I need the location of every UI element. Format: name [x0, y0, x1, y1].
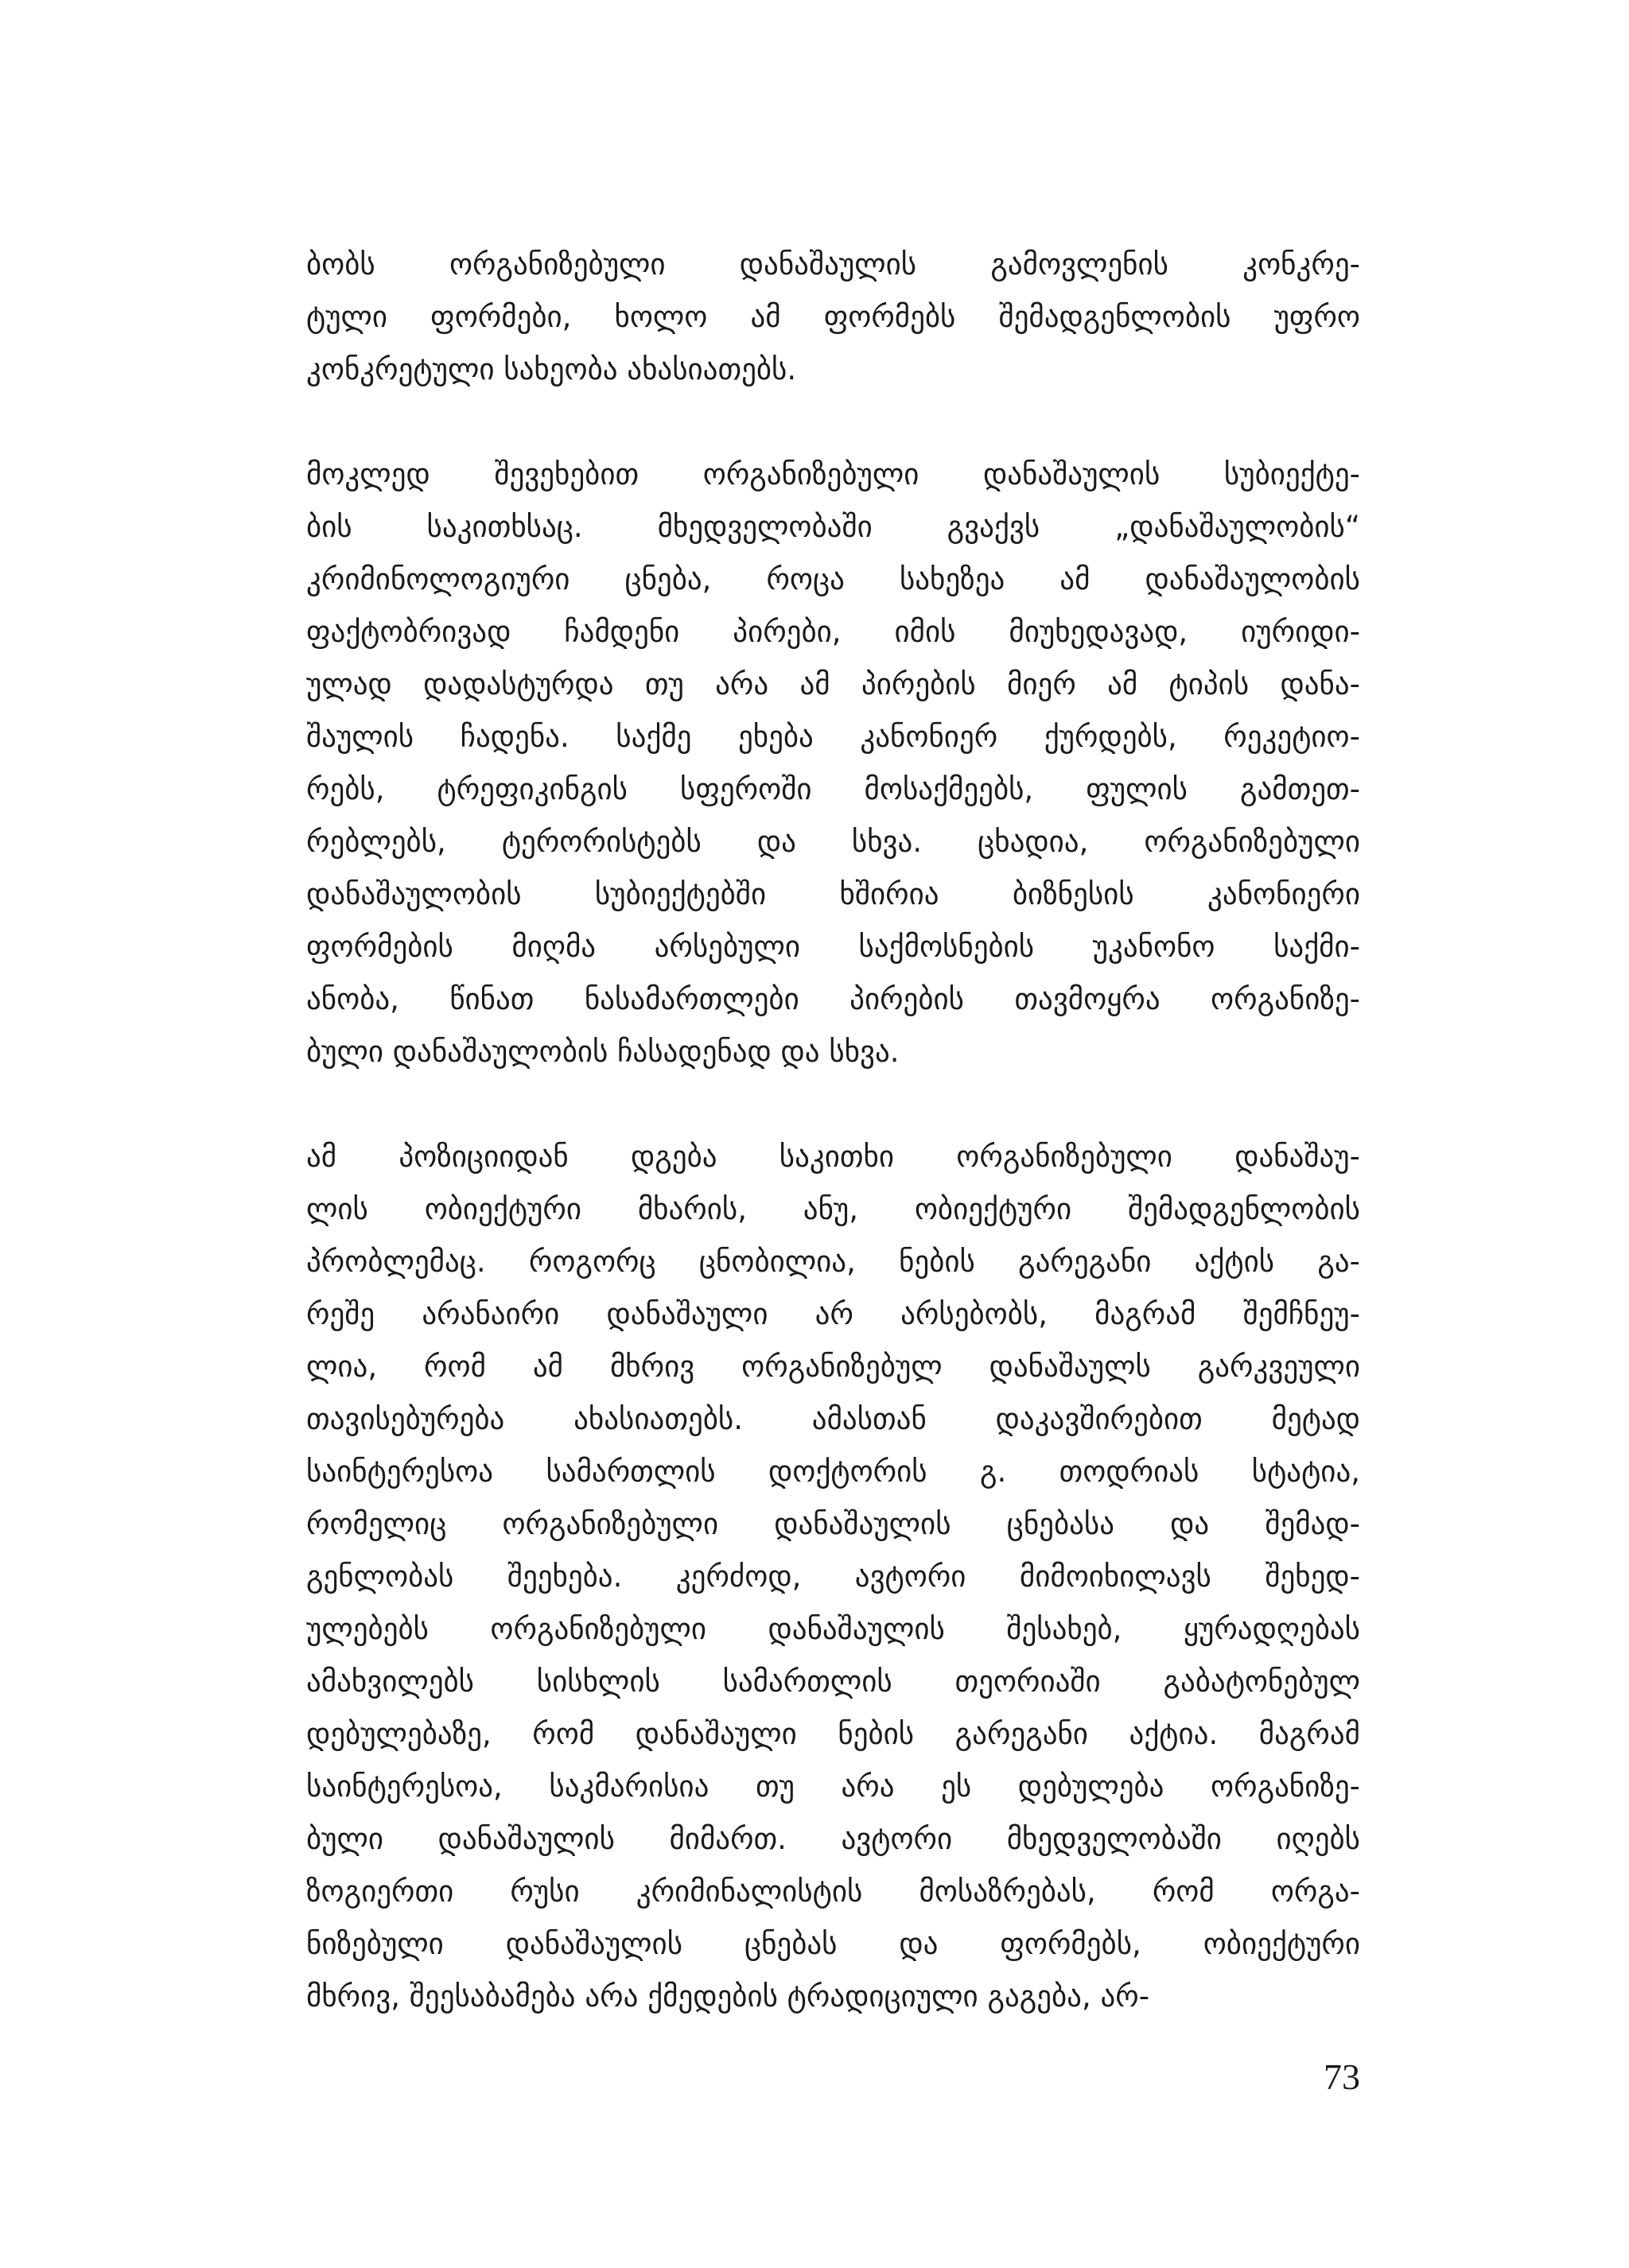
text-line: დებულებაზე, რომ დანაშაული ნების გარეგანი აქტია. მაგრამ	[306, 1717, 1360, 1751]
text-line: ნიზებული დანაშაულის ცნებას და ფორმებს, ობიექტური	[306, 1927, 1360, 1961]
text-line: ამახვილებს სისხლის სამართლის თეორიაში გაბატონებულ	[306, 1664, 1360, 1699]
paragraph-gap	[306, 1078, 1360, 1131]
text-line: ფაქტობრივად ჩამდენი პირები, იმის მიუხედავად, იურიდი-	[306, 615, 1360, 649]
paragraph	[306, 449, 1360, 1078]
text-line: ლია, რომ ამ მხრივ ორგანიზებულ დანაშაულს გარკვეული	[306, 1350, 1360, 1384]
text-line: თავისებურება ახასიათებს. ამასთან დაკავშირებით მეტად	[306, 1402, 1360, 1436]
text-line: მოკლედ შევეხებით ორგანიზებული დანაშაულის სუბიექტე-	[306, 457, 1360, 491]
text-line: ტული ფორმები, ხოლო ამ ფორმებს შემადგენლობის უფრო	[306, 300, 1360, 334]
text-line: კრიმინოლოგიური ცნება, როცა სახეზეა ამ დანაშაულობის	[306, 562, 1360, 596]
text-line: ლის ობიექტური მხარის, ანუ, ობიექტური შემადგენლობის	[306, 1192, 1360, 1226]
text-line: ანობა, წინათ ნასამართლები პირების თავმოყრა ორგანიზე-	[306, 982, 1360, 1016]
text-line: ამ პოზიციიდან დგება საკითხი ორგანიზებული დანაშაუ-	[306, 1140, 1360, 1174]
text-line: ულად დადასტურდა თუ არა ამ პირების მიერ ამ ტიპის დანა-	[306, 667, 1360, 701]
text-line: ზოგიერთი რუსი კრიმინალისტის მოსაზრებას, რომ ორგა-	[306, 1874, 1360, 1909]
page-number: 73	[1324, 2056, 1360, 2097]
text-line: კონკრეტული სახეობა ახასიათებს.	[306, 352, 797, 386]
text-line: მხრივ, შეესაბამება არა ქმედების ტრადიციული გაგება, არ-	[306, 1979, 1150, 2014]
text-line: შაულის ჩადენა. საქმე ეხება კანონიერ ქურდებს, რეკეტიო-	[306, 720, 1360, 754]
text-line: ბული დანაშაულობის ჩასადენად და სხვა.	[306, 1035, 900, 1069]
text-line: ფორმების მიღმა არსებული საქმოსნების უკანონო საქმი-	[306, 930, 1360, 964]
text-line: დანაშაულობის სუბიექტებში ხშირია ბიზნესის კანონიერი	[306, 877, 1360, 911]
paragraph-gap	[306, 396, 1360, 449]
text-line: ულებებს ორგანიზებული დანაშაულის შესახებ, ყურადღებას	[306, 1612, 1360, 1646]
text-line: ბის საკითხსაც. მხედველობაში გვაქვს „დანაშაულობის“	[306, 510, 1360, 544]
body-text	[306, 239, 1360, 2023]
paragraph	[306, 239, 1360, 396]
text-line: ბული დანაშაულის მიმართ. ავტორი მხედველობაში იღებს	[306, 1822, 1360, 1856]
text-line: რებს, ტრეფიკინგის სფეროში მოსაქმეებს, ფულის გამთეთ-	[306, 772, 1360, 806]
paragraph	[306, 1131, 1360, 2023]
text-line: გენლობას შეეხება. კერძოდ, ავტორი მიმოიხილავს შეხედ-	[306, 1559, 1360, 1594]
text-line: რებლებს, ტერორისტებს და სხვა. ცხადია, ორგანიზებული	[306, 825, 1360, 859]
text-line: რეშე არანაირი დანაშაული არ არსებობს, მაგრამ შემჩნეუ-	[306, 1297, 1360, 1331]
text-line: საინტერესოა სამართლის დოქტორის გ. თოდრიას სტატია,	[306, 1454, 1360, 1489]
text-line: ბობს ორგანიზებული დანაშაულის გამოვლენის კონკრე-	[306, 247, 1360, 282]
text-line: რომელიც ორგანიზებული დანაშაულის ცნებასა და შემად-	[306, 1507, 1360, 1541]
text-line: საინტერესოა, საკმარისია თუ არა ეს დებულება ორგანიზე-	[306, 1769, 1360, 1804]
text-line: პრობლემაც. როგორც ცნობილია, ნების გარეგანი აქტის გა-	[306, 1245, 1360, 1279]
